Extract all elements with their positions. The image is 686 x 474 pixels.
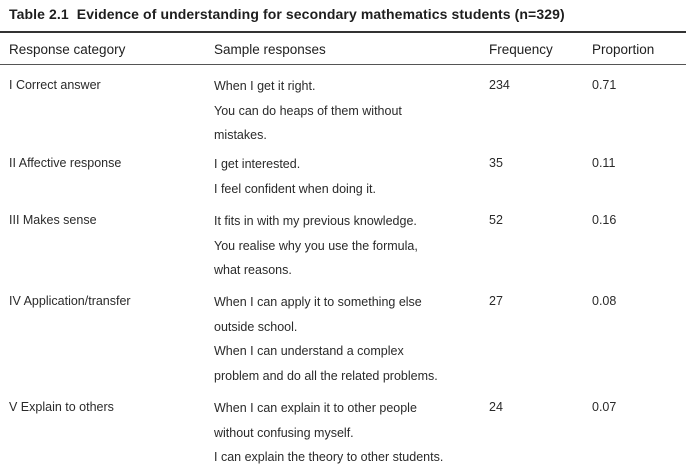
table-row bbox=[0, 78, 686, 156]
row-proportion: 0.07 bbox=[592, 400, 617, 414]
header-rule bbox=[0, 64, 686, 65]
row-category: I Correct answer bbox=[9, 78, 101, 92]
row-proportion: 0.08 bbox=[592, 294, 617, 308]
table-header bbox=[0, 42, 686, 62]
table-row bbox=[0, 294, 686, 400]
table-caption: Evidence of understanding for secondary mathematics students (n=329) bbox=[76, 6, 565, 22]
sample-line: When I can apply it to something else bbox=[214, 295, 422, 309]
table-row bbox=[0, 156, 686, 213]
row-frequency: 27 bbox=[489, 294, 503, 308]
header-proportion: Proportion bbox=[592, 42, 655, 57]
row-frequency: 52 bbox=[489, 213, 503, 227]
row-frequency: 234 bbox=[489, 78, 510, 92]
sample-line: without confusing myself. bbox=[214, 425, 354, 440]
sample-line: what reasons. bbox=[214, 263, 292, 277]
top-rule bbox=[0, 31, 686, 33]
sample-line: mistakes. bbox=[214, 128, 267, 142]
table-title bbox=[9, 6, 565, 22]
sample-line: When I can explain it to other people bbox=[214, 401, 417, 415]
sample-line: You realise why you use the formula, bbox=[214, 238, 418, 253]
table-body bbox=[0, 78, 686, 470]
row-category: IV Application/transfer bbox=[9, 294, 131, 308]
sample-line: You can do heaps of them without bbox=[214, 103, 402, 118]
table-row bbox=[0, 213, 686, 294]
row-samples bbox=[214, 400, 484, 474]
table-row bbox=[0, 400, 686, 470]
header-frequency: Frequency bbox=[489, 42, 553, 57]
row-samples bbox=[214, 78, 484, 152]
sample-line: I feel confident when doing it. bbox=[214, 181, 376, 196]
row-category: V Explain to others bbox=[9, 400, 114, 414]
row-frequency: 24 bbox=[489, 400, 503, 414]
header-samples: Sample responses bbox=[214, 42, 326, 57]
row-proportion: 0.16 bbox=[592, 213, 617, 227]
sample-line: problem and do all the related problems. bbox=[214, 368, 438, 383]
row-samples bbox=[214, 294, 484, 392]
sample-line: I get interested. bbox=[214, 157, 301, 171]
sample-line: outside school. bbox=[214, 319, 298, 334]
row-category: II Affective response bbox=[9, 156, 122, 170]
sample-line: I can explain the theory to other students. bbox=[214, 450, 444, 464]
row-samples bbox=[214, 156, 484, 205]
row-proportion: 0.11 bbox=[592, 156, 616, 170]
row-frequency: 35 bbox=[489, 156, 503, 170]
header-category: Response category bbox=[9, 42, 126, 57]
sample-line: When I get it right. bbox=[214, 79, 316, 93]
sample-line: When I can understand a complex bbox=[214, 344, 404, 358]
table-number: Table 2.1 bbox=[9, 6, 69, 22]
row-proportion: 0.71 bbox=[592, 78, 617, 92]
sample-line: It fits in with my previous knowledge. bbox=[214, 214, 417, 228]
row-samples bbox=[214, 213, 484, 287]
row-category: III Makes sense bbox=[9, 213, 97, 227]
